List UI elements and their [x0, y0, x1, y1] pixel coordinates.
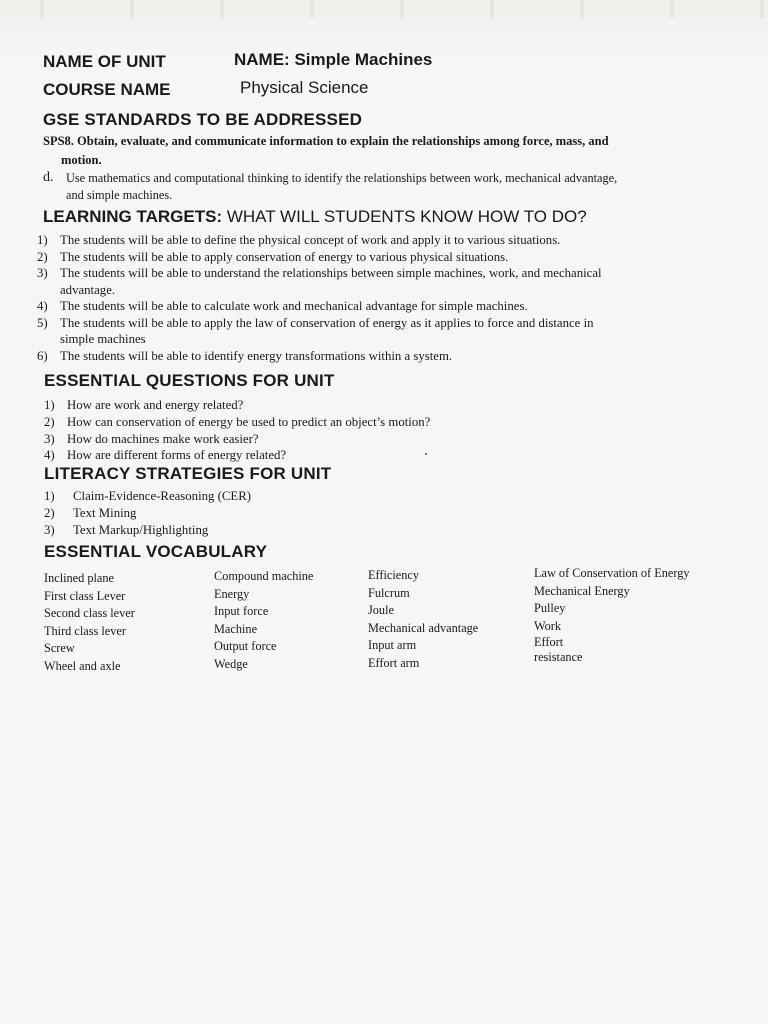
unit-label: NAME OF UNIT: [43, 52, 166, 71]
vocabulary-column-4: [534, 565, 690, 665]
literacy-strategies-title: LITERACY STRATEGIES FOR UNIT: [44, 464, 332, 483]
vocab-term: Input force: [214, 604, 269, 619]
vocab-term: Input arm: [368, 638, 417, 653]
vocab-term: Wedge: [214, 656, 248, 671]
list-item: 2) Text Mining: [44, 505, 137, 520]
vocabulary-column-3: [368, 567, 478, 673]
vocab-term: Mechanical Energy: [534, 583, 630, 598]
vocab-term: Efficiency: [368, 568, 419, 582]
standard-element-line: Use mathematics and computational thinking to identify the relationships between work, mechanical advantage,: [66, 171, 618, 185]
vocab-term: Inclined plane: [44, 571, 114, 585]
learning-targets-title-rest: WHAT WILL STUDENTS KNOW HOW TO DO?: [222, 207, 587, 226]
essential-vocabulary-title: ESSENTIAL VOCABULARY: [44, 542, 268, 561]
standard-code-line: SPS8. Obtain, evaluate, and communicate information to explain the relationships among force, mass, and: [43, 134, 609, 148]
vocab-term: Mechanical advantage: [368, 620, 479, 635]
list-item: 1) The students will be able to define the physical concept of work and apply it to various situations.: [37, 233, 561, 247]
vocab-term: Fulcrum: [368, 585, 410, 600]
vocab-term: Pulley: [534, 601, 566, 616]
course-label: COURSE NAME: [43, 80, 171, 99]
learning-targets-title-bold: LEARNING TARGETS:: [43, 207, 223, 226]
vocab-term: Energy: [214, 586, 250, 601]
vocab-term: Screw: [44, 641, 75, 656]
vocab-term: Wheel and axle: [44, 658, 121, 673]
vocab-term: Machine: [214, 621, 258, 636]
list-item: 2) The students will be able to apply conservation of energy to various physical situations.: [37, 249, 509, 264]
list-item: 5) The students will be able to apply the law of conservation of energy as it applies to force and distance in simple machines: [37, 315, 594, 346]
list-item: 1) Claim-Evidence-Reasoning (CER): [44, 489, 252, 503]
vocab-term: Effort: [534, 635, 564, 650]
vocabulary-column-1: [44, 570, 135, 676]
list-item: 2) How can conservation of energy be used to predict an object’s motion?: [44, 414, 431, 429]
list-item: 4) The students will be able to calculate work and mechanical advantage for simple machines.: [37, 299, 528, 313]
standard-element-letter: d.: [43, 170, 54, 185]
learning-targets-list: [37, 232, 717, 364]
standards-title: GSE STANDARDS TO BE ADDRESSED: [43, 110, 363, 129]
essential-questions-list: [44, 397, 644, 464]
vocab-term: First class Lever: [44, 588, 126, 603]
standard-element-line-2: and simple machines.: [66, 188, 173, 202]
list-item: 1) How are work and energy related?: [44, 398, 244, 412]
vocab-term: Work: [534, 618, 562, 633]
vocab-term: Compound machine: [214, 569, 314, 583]
vocab-term: Third class lever: [44, 623, 126, 638]
unit-value: NAME: Simple Machines: [234, 50, 433, 69]
learning-targets-title: [43, 207, 587, 227]
vocab-term: Joule: [368, 603, 394, 618]
list-item: 3) The students will be able to understand the relationships between simple machines, work, and mechanical advantage.: [37, 266, 602, 297]
vocab-term: Effort arm: [368, 655, 420, 670]
vocab-term: resistance: [534, 650, 583, 665]
essential-questions-title: ESSENTIAL QUESTIONS FOR UNIT: [44, 371, 335, 390]
list-item: 3) Text Markup/Highlighting: [44, 522, 209, 537]
scan-speck: [425, 453, 427, 455]
list-item: 6) The students will be able to identify energy transformations within a system.: [37, 348, 453, 363]
scan-edge-noise: [0, 0, 768, 18]
course-value: Physical Science: [240, 78, 369, 97]
vocabulary-column-2: [214, 568, 313, 674]
vocab-term: Law of Conservation of Energy: [534, 566, 690, 580]
vocab-term: Output force: [214, 639, 277, 654]
standard-code-line-2: motion.: [61, 153, 102, 167]
literacy-strategies-list: [44, 488, 644, 538]
list-item: 4) How are different forms of energy related?: [44, 448, 287, 463]
list-item: 3) How do machines make work easier?: [44, 431, 259, 446]
vocab-term: Second class lever: [44, 606, 135, 621]
